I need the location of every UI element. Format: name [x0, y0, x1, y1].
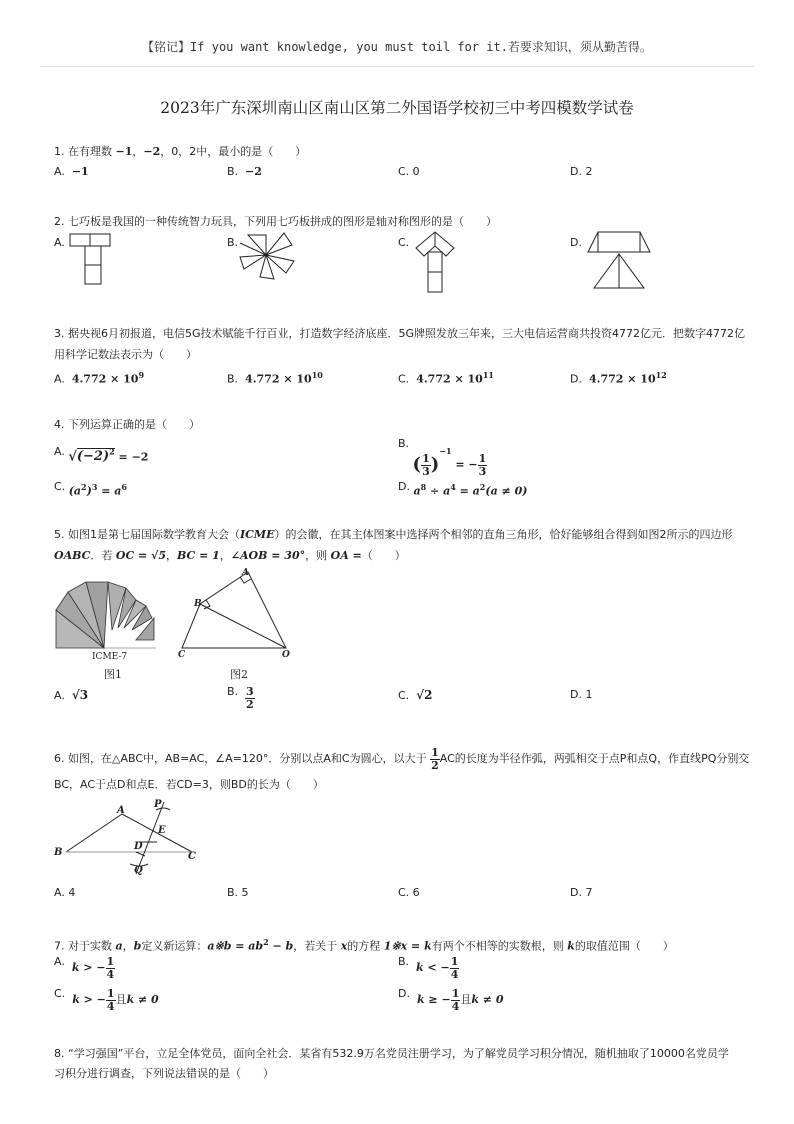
- q6-figure-triangle: [60, 798, 200, 878]
- q5-figure1-caption: 图1: [104, 668, 122, 681]
- q5-point-a: A: [242, 568, 249, 578]
- q4-stem: 4. 下列运算正确的是（ ）: [54, 418, 200, 431]
- q7-option-b[interactable]: B. k < − $\frac{1}{4}$: [398, 954, 459, 981]
- q5-point-o: O: [282, 650, 290, 660]
- q2-figure-c: [412, 228, 458, 294]
- q4-option-a[interactable]: A. $√(-2)^2 = -2$: [54, 445, 149, 465]
- motto-banner: 【铭记】If you want knowledge, you must toil for it.若要求知识，须从勤苦得。: [142, 40, 652, 54]
- q6-point-d: D: [134, 841, 143, 852]
- q7-stem: 7. 对于实数 a，b定义新运算：a※b = $ab^2 - b$，若关于 x的方程 1※x = k有两个不相等的实数根，则 k的取值范围（ ）: [54, 937, 674, 953]
- q3-stem-line1: 3. 据央视6月初报道，电信5G技术赋能千行百业，打造数字经济底座．5G牌照发放三年来，三大电信运营商共投资4772亿元．把数字4772亿: [54, 327, 746, 340]
- header-divider: [40, 66, 754, 67]
- q1-stem: 1. 在有理数 −1，−2，0，2中，最小的是（ ）: [54, 145, 307, 158]
- q2-option-a[interactable]: A.: [54, 236, 65, 249]
- q5-figure1-icme-logo: [52, 574, 160, 652]
- q5-option-c[interactable]: C. √2: [398, 688, 433, 702]
- q6-point-e: E: [158, 825, 166, 836]
- q2-stem: 2. 七巧板是我国的一种传统智力玩具，下列用七巧板拼成的图形是轴对称图形的是（ ）: [54, 215, 497, 228]
- q4-option-c[interactable]: C. $(a^2)^3 = a^6$: [54, 480, 127, 498]
- q6-point-p: P: [154, 799, 162, 810]
- q6-option-b[interactable]: B. 5: [227, 886, 249, 899]
- q6-option-c[interactable]: C. 6: [398, 886, 420, 899]
- q3-option-c[interactable]: C. $4.772 \times 10^{11}$: [398, 370, 494, 386]
- q8-stem-line1: 8. “学习强国”平台，立足全体党员，面向全社会．某省有532.9万名党员注册学习，为了解党员学习积分情况，随机抽取了10000名党员学: [54, 1047, 729, 1060]
- q4-option-d[interactable]: D. $a^8 \div a^4 = a^2(a \ne 0)$: [398, 480, 528, 498]
- q7-option-d[interactable]: D. k ≥ − $\frac{1}{4}$ 且k ≠ 0: [398, 986, 504, 1013]
- q1-option-d[interactable]: D. 2: [570, 165, 593, 178]
- q3-option-d[interactable]: D. $4.772 \times 10^{12}$: [570, 370, 667, 386]
- q7-option-c[interactable]: C. k > − $\frac{1}{4}$ 且k ≠ 0: [54, 986, 159, 1013]
- q7-option-a[interactable]: A. k > − $\frac{1}{4}$: [54, 954, 115, 981]
- q5-option-b[interactable]: B. $\frac{3}{2}$: [227, 684, 254, 711]
- q6-point-q: Q: [134, 865, 143, 876]
- q5-option-d[interactable]: D. 1: [570, 688, 593, 701]
- q6-point-b: B: [54, 847, 63, 858]
- q3-option-b[interactable]: B. $4.772 \times 10^{10}$: [227, 370, 323, 386]
- q6-stem-line2: BC，AC于点D和点E．若CD=3，则BD的长为（ ）: [54, 778, 324, 791]
- q1-option-a[interactable]: A. −1: [54, 165, 89, 178]
- q5-stem-line1: 5. 如图1是第七届国际数学教育大会（ICME）的会徽，在其主体图案中选择两个相邻的直角三角形，恰好能够组合得到如图2所示的四边形: [54, 528, 733, 541]
- q2-figure-b: [238, 229, 296, 281]
- q5-option-a[interactable]: A. √3: [54, 688, 89, 702]
- q2-option-d[interactable]: D.: [570, 236, 582, 249]
- q2-figure-d: [584, 228, 654, 292]
- q5-point-b: B: [194, 599, 202, 609]
- q3-option-a[interactable]: A. $4.772 \times 10^9$: [54, 370, 145, 386]
- q5-figure2-caption: 图2: [230, 668, 248, 681]
- q5-stem-line2: OABC．若 OC = √5，BC = 1，∠AOB = 30°，则 OA =（ ）: [54, 549, 406, 562]
- q5-icme-label: ICME-7: [92, 652, 128, 662]
- q5-figure2-quadrilateral: [176, 566, 296, 660]
- q6-stem-line1: 6. 如图，在△ABC中，AB=AC，∠A=120°．分别以点A和C为圆心，以大于 $\frac{1}{2}$ AC的长度为半径作弧，两弧相交于点P和点Q，作直线PQ分别交: [54, 745, 750, 772]
- q2-figure-a: [68, 232, 116, 288]
- q3-stem-line2: 用科学记数法表示为（ ）: [54, 348, 197, 361]
- page-title: 2023年广东深圳南山区南山区第二外国语学校初三中考四模数学试卷: [160, 99, 634, 117]
- q2-option-b[interactable]: B.: [227, 236, 239, 249]
- q1-option-c[interactable]: C. 0: [398, 165, 420, 178]
- q1-option-b[interactable]: B. −2: [227, 165, 262, 178]
- q6-option-a[interactable]: A. 4: [54, 886, 76, 899]
- q2-option-c[interactable]: C.: [398, 236, 410, 249]
- q8-stem-line2: 习积分进行调查，下列说法错误的是（ ）: [54, 1067, 274, 1080]
- q4-option-b[interactable]: B. ( $\frac{1}{3}$ )$^{-1}$ = − $\frac{1}{3}$: [398, 437, 487, 478]
- q6-point-c: C: [188, 851, 196, 862]
- q6-point-a: A: [117, 805, 125, 816]
- q6-option-d[interactable]: D. 7: [570, 886, 593, 899]
- q5-point-c: C: [178, 650, 186, 660]
